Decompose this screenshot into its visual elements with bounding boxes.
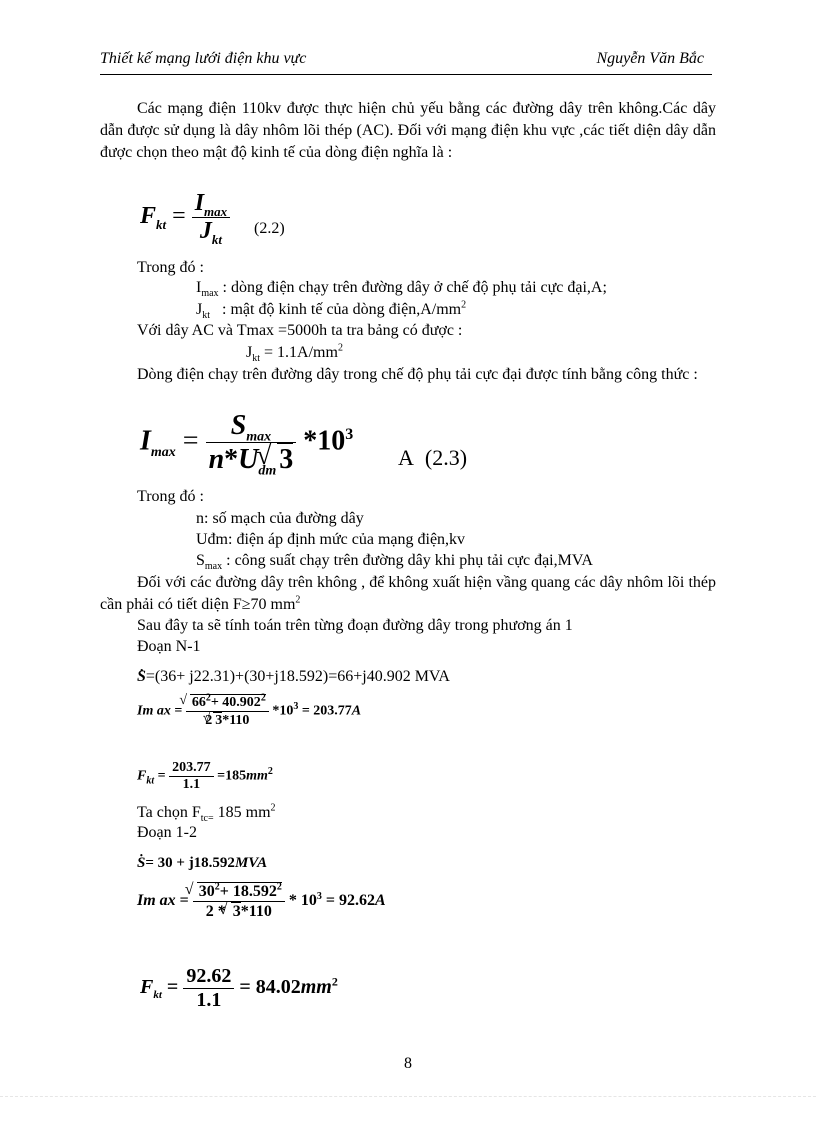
corona-paragraph: Đối với các đường dây trên không , để không xuất hiện vầng quang các dây nhôm lõi thép cần phải có tiết diện F≥70 $mm^2$ [100,574,716,613]
udm-definition: Uđm: điện áp định mức của mạng điện,kv [196,531,466,548]
eq23-num-sub: max [246,429,272,445]
page-number: 8 [404,1055,412,1072]
ac-line: Với dây AC và Tmax =5000h ta tra bảng có được : [137,322,463,339]
header-rule [100,74,712,75]
segment-n1-title: Đoạn N-1 [137,638,201,655]
header-author: Nguyễn Văn Bắc [596,50,704,67]
eq23-unit-tag: A (2.3) [398,445,468,470]
segment-n1-power: S •=(36+ j22.31)+(30+j18.592)=66+j40.902 MVA [137,667,450,687]
page-bottom-divider [0,1096,816,1097]
eq23-sqrt3: √ 3 [277,443,293,476]
jkt-definition: $J_{kt}$ : mật độ kinh tế của dòng $điện,A/mm^2$ [196,299,467,322]
where-label-2: Trong đó : [137,488,204,505]
eq23-den-n: n [208,444,225,475]
segment-12-power: S •= 30 + j18.592MVA [137,853,267,873]
imax-intro: Dòng điện chạy trên đường dây trong chế độ phụ tải cực đại được tính bằng công thức : [137,366,698,383]
eq23-den-u: U [238,444,259,475]
segment-n1-area: $F_{kt}$ = $\frac{203.77}{1.1}$ $=185mm^2$ [137,760,273,792]
segment-12-area: $F_{kt}$ = $\frac{92.62}{1.1}$ = $84.02mm^2$ [140,965,338,1011]
smax-definition: $S_{max}$ : công suất chạy trên đường dây khi phụ tải cực đại,MVA [196,552,593,573]
intro-paragraph: Các mạng điện 110kv được thực hiện chủ yếu bằng các đường dây trên không.Các dây dẫn được sử dụng là dây nhôm lõi thép (AC). Đối với mạng điện khu vực ,các tiết diện dây dẫn được chọn theo mật độ kinh tế của dòng điện nghĩa là : [100,100,716,161]
imax-definition: $I_{max}$ : dòng điện chạy trên đường dây ở chế độ phụ tải cực đại,A; [196,279,607,300]
eq23-lhs-sub: max [150,445,176,461]
equation-2-3: $I_{max}$ = $\frac{S_{max}}{n*U_{dm}√ 3}$ $*10^3$ [140,410,353,476]
eq22-den-sub: kt [211,231,222,247]
eq23-den-u-sub: dm [258,463,277,479]
eq23-exp: 3 [345,426,354,444]
segment-n1-current: Im ax = √ $\frac{66^2+ 40.902^2}{2√ 3*110}$ $*10^3 = 203.77A$ [137,694,361,729]
eq22-tag: (2.2) [254,220,285,237]
segment-n1-choose: Ta chọn $F_{tc=}$ 185 $mm^2$ [137,802,276,825]
equation-2-2: $F_{kt}$ = $\frac{I_{max}}{J_{kt}}$ [140,190,230,245]
segment-12-title: Đoạn 1-2 [137,824,197,841]
jkt-value: $J_{kt} = 1.1A/mm^2$ [246,342,343,365]
eq22-den: J [199,218,212,244]
where-label-1: Trong đó : [137,259,204,276]
eq22-lhs: F [140,203,157,230]
eq23-lhs: I [140,425,151,457]
eq23-num: S [230,410,247,441]
header-title: Thiết kế mạng lưới điện khu vực [100,50,307,67]
n-definition: n: số mạch của đường dây [196,510,364,527]
eq23-mult: *10 [303,425,346,457]
segment-12-current: Im ax = √ $\frac{30^2+ 18.592^2}{2 * √ 3*110}$ * $10^3 = 92.62A$ [137,882,386,921]
seg1-i-lhs: Im ax [137,703,171,719]
eq22-num: I [194,190,205,216]
eq22-lhs-sub: kt [156,216,167,232]
eq22-num-sub: max [204,203,228,219]
next-line: Sau đây ta sẽ tính toán trên từng đoạn đường dây trong phương án 1 [137,617,573,634]
